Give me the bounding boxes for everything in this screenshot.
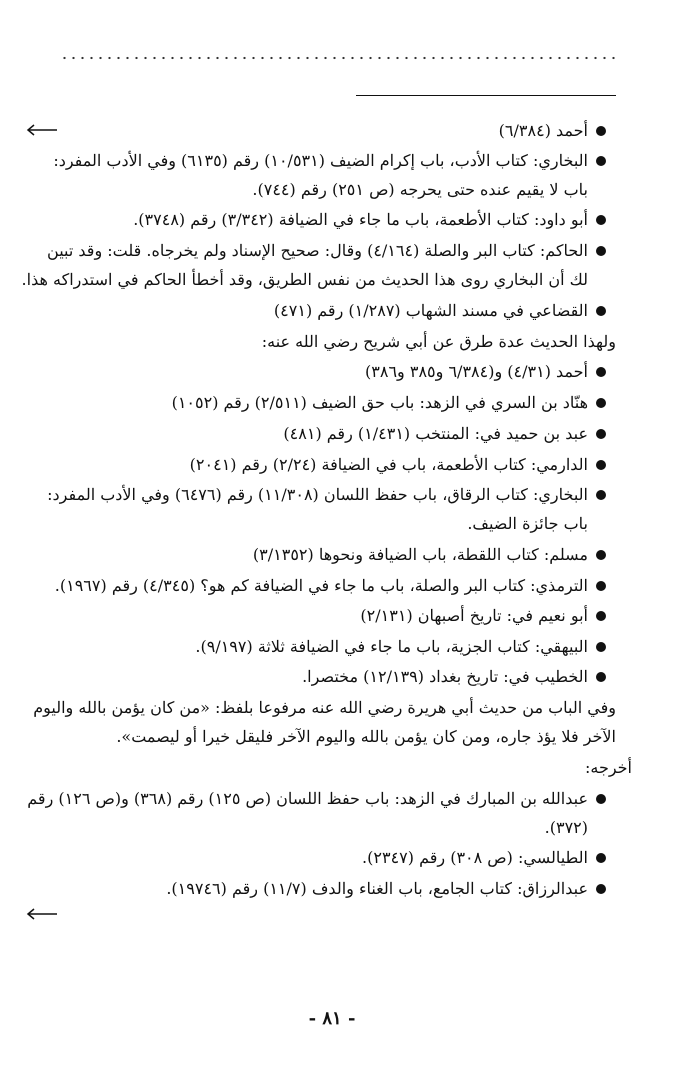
reference-entry-line: (٣٧٢). (544, 818, 588, 837)
bullet-icon (596, 246, 606, 256)
paragraph-line: وفي الباب من حديث أبي هريرة رضي الله عنه مرفوعا بلفظ: «من كان يؤمن بالله واليوم (33, 698, 616, 717)
bullet-icon (596, 398, 606, 408)
bullet-icon (596, 306, 606, 316)
reference-entry-line: مسلم: كتاب اللقطة، باب الضيافة ونحوها (٣/١٣٥٢) (252, 545, 588, 564)
bullet-icon (596, 126, 606, 136)
reference-entry-line: الترمذي: كتاب البر والصلة، باب ما جاء في الضيافة كم هو؟ (٤/٣٤٥) رقم (١٩٦٧). (54, 576, 588, 595)
bullet-icon (596, 460, 606, 470)
reference-entry-line: الخطيب في: تاريخ بغداد (١٢/١٣٩) مختصرا. (302, 667, 588, 686)
reference-entry-line: أحمد (٦/٣٨٤) (498, 121, 588, 140)
reference-entry-line: أحمد (٤/٣١) و(٦/٣٨٤ و٣٨٥ و٣٨٦) (365, 362, 588, 381)
reference-entry-line: البخاري: كتاب الأدب، باب إكرام الضيف (١٠/٥٣١) رقم (٦١٣٥) وفي الأدب المفرد: (53, 151, 588, 170)
bullet-icon (596, 215, 606, 225)
reference-entry-line: هنّاد بن السري في الزهد: باب حق الضيف (٢/٥١١) رقم (١٠٥٢) (171, 393, 588, 412)
reference-entry-line: الدارمي: كتاب الأطعمة، باب في الضيافة (٢/٢٤) رقم (٢٠٤١) (189, 455, 588, 474)
bullet-icon (596, 550, 606, 560)
reference-entry-line: عبدالرزاق: كتاب الجامع، باب الغناء والدف (١١/٧) رقم (١٩٧٤٦). (166, 879, 588, 898)
bullet-icon (596, 884, 606, 894)
bullet-icon (596, 672, 606, 682)
bullet-icon (596, 853, 606, 863)
reference-entry-line: البخاري: كتاب الرقاق، باب حفظ اللسان (١١/٣٠٨) رقم (٦٤٧٦) وفي الأدب المفرد: (47, 485, 588, 504)
reference-entry-line: الطيالسي: (ص ٣٠٨) رقم (٢٣٤٧). (362, 848, 588, 867)
top-dotted-rule (60, 56, 620, 60)
page-number: - ٨١ - (308, 1008, 356, 1029)
reference-entry-line: البيهقي: كتاب الجزية، باب ما جاء في الضيافة ثلاثة (٩/١٩٧). (195, 637, 588, 656)
bullet-icon (596, 367, 606, 377)
left-arrow-icon (26, 908, 58, 920)
reference-entry-line: عبد بن حميد في: المنتخب (١/٤٣١) رقم (٤٨١) (283, 424, 588, 443)
bullet-icon (596, 156, 606, 166)
reference-entry-line: القضاعي في مسند الشهاب (١/٢٨٧) رقم (٤٧١) (273, 301, 588, 320)
reference-entry-line: باب جائزة الضيف. (467, 514, 588, 533)
bullet-icon (596, 490, 606, 500)
reference-entry-line: عبدالله بن المبارك في الزهد: باب حفظ اللسان (ص ١٢٥) رقم (٣٦٨) و(ص ١٢٦) رقم (27, 789, 588, 808)
reference-entry-line: الحاكم: كتاب البر والصلة (٤/١٦٤) وقال: صحيح الإسناد ولم يخرجاه. قلت: وقد تبين (47, 241, 588, 260)
reference-entry-line: لك أن البخاري روى هذا الحديث من نفس الطريق، وقد أخطأ الحاكم في استدراكه هذا. (21, 270, 588, 289)
bullet-icon (596, 642, 606, 652)
paragraph-line: ولهذا الحديث عدة طرق عن أبي شريح رضي الله عنه: (261, 332, 616, 351)
bullet-icon (596, 581, 606, 591)
header-rule (356, 95, 616, 96)
paragraph-line: الآخر فلا يؤذ جاره، ومن كان يؤمن بالله واليوم الآخر فليقل خيرا أو ليصمت». (116, 727, 616, 746)
reference-entry-line: أبو نعيم في: تاريخ أصبهان (٢/١٣١) (360, 606, 588, 625)
bullet-icon (596, 794, 606, 804)
reference-entry-line: أبو داود: كتاب الأطعمة، باب ما جاء في الضيافة (٣/٣٤٢) رقم (٣٧٤٨). (133, 210, 588, 229)
bullet-icon (596, 611, 606, 621)
bullet-icon (596, 429, 606, 439)
reference-entry-line: باب لا يقيم عنده حتى يحرجه (ص ٢٥١) رقم (٧٤٤). (252, 180, 588, 199)
paragraph-line: أخرجه: (584, 758, 632, 777)
